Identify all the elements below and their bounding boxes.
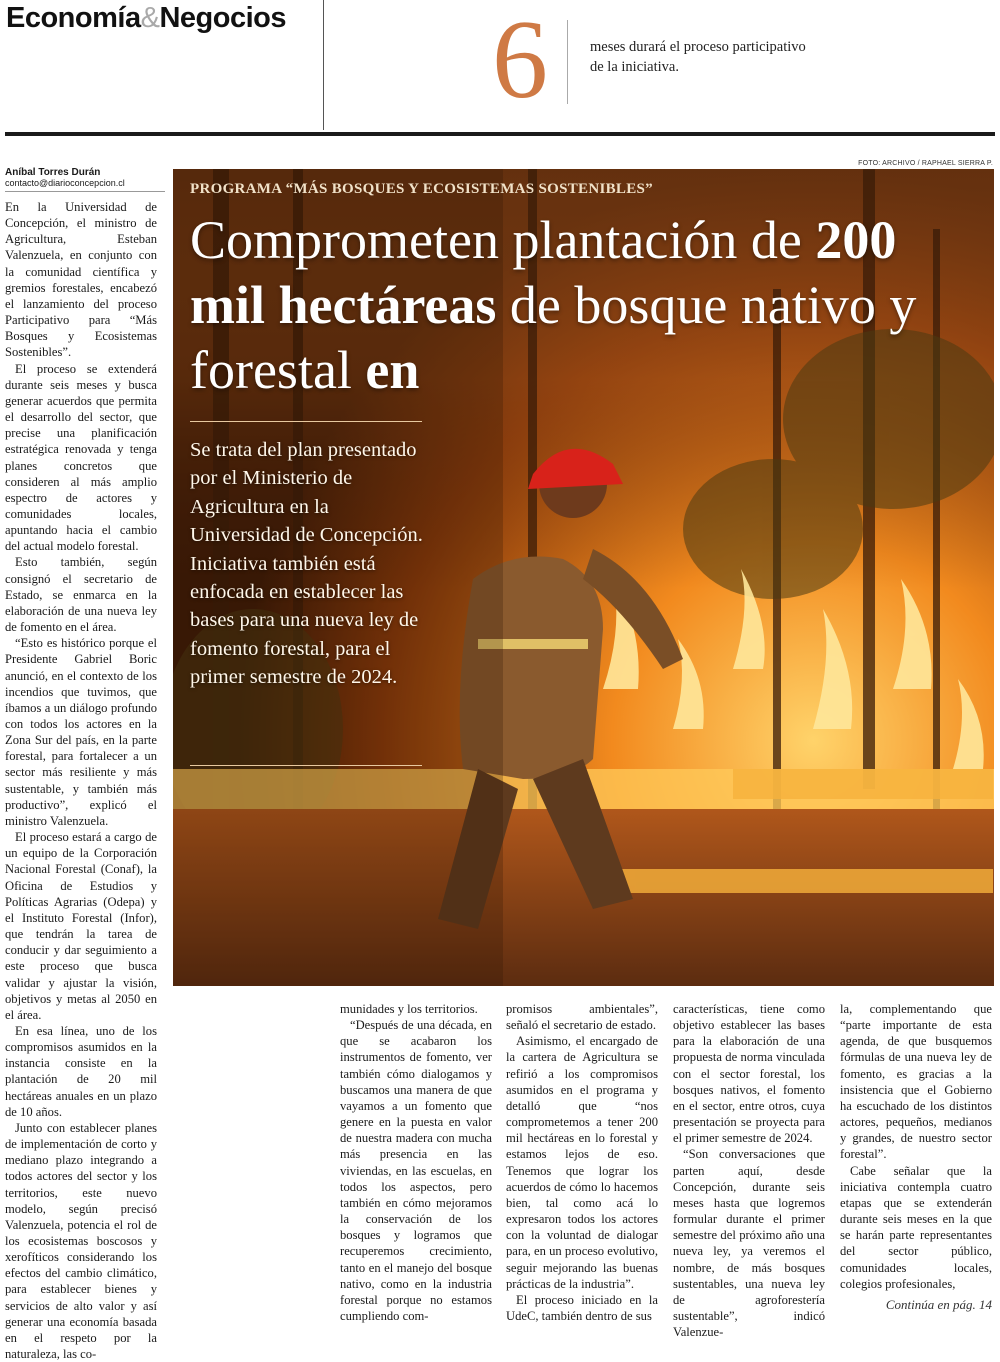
byline [5, 167, 165, 192]
big-number-caption: meses durará el proceso participativo de la iniciativa. [590, 39, 806, 75]
divider [567, 20, 568, 104]
paragraph: “Después de una década, en que se acabaron los instrumentos de fomento, ver también cómo dialogamos y buscamos una manera de que vayamos a un fomento que genere en la puesta en valor de nuestra madera con mucha más presencia en las viviendas, en las escuelas, en todos los aspectos, pero también en cómo mejoramos la conservación de los bosques y logramos que recuperemos crecimiento, tanto en el manejo del bosque nativo, como en la industria forestal porque no estamos cumpliendo com- [340, 1018, 492, 1323]
article-column-2 [340, 1001, 492, 1324]
paragraph: El proceso se extenderá durante seis meses y busca generar acuerdos que permita el desarrollo del sector, que precise una planificación estratégica renovada y tenga planes concretos que consideren al más amplio espectro de actores y comunidades locales, apuntando hacia el cambio del actual modelo forestal. [5, 361, 157, 554]
paragraph: Junto con establecer planes de implementación de corto y mediano plazo integrando a todos actores del sector y los territorios, este nuevo modelo, según precisó Valenzuela, potencia el rol de los ecosistemas boscosos y xerofíticos considerando los efectos del cambio climático, para establecer bienes y servicios de alto valor y así generar una economía basada en el respeto por la naturaleza, las co- [5, 1120, 157, 1362]
headline: Comprometen plantación de 200 mil hectáreas de bosque nativo y forestal en [190, 210, 917, 400]
section-title: Economía&Negocios [6, 2, 286, 34]
paragraph: El proceso iniciado en la UdeC, también dentro de sus [506, 1292, 658, 1323]
paragraph: promisos ambientales”, señaló el secretario de estado. [506, 1002, 658, 1033]
paragraph: Esto también, según consignó el secretario de Estado, se enmarca en la elaboración de una nueva ley de fomento en el área. [5, 555, 157, 635]
paragraph: la, complementando que “parte importante de esta agenda, de que busquemos fórmulas de una nueva ley de fomento, es gracias a la insistencia que el Gobierno ha escuchado de los distintos actores, pequeños, medianos y grandes, de nuestro sector forestal”. [840, 1002, 992, 1162]
paragraph: munidades y los territorios. [340, 1002, 478, 1016]
article-column-1 [5, 199, 157, 1362]
paragraph: “Esto es histórico porque el Presidente Gabriel Boric anunció, en el contexto de los incendios que tuvimos, que íbamos a un diálogo profundo con todos los actores en la Zona Sur del país, en la parte forestal, para fortalecer a un sector más resiliente y más sustentable, y también más productivo”, explicó el ministro Valenzuela. [5, 636, 157, 828]
deck: Se trata del plan presentado por el Ministerio de Agricultura en la Universidad de Concepción. Iniciativa también está enfocada en establecer las bases para una nueva ley de fomento forestal, para el primer semestre de 2024. [190, 439, 423, 689]
divider [190, 421, 422, 422]
article-column-3 [506, 1001, 658, 1324]
paragraph: En esa línea, uno de los compromisos asumidos en la instancia consiste en la plantación de 20 mil hectáreas anuales en un plazo de 10 años. [5, 1023, 157, 1119]
divider [190, 765, 422, 766]
header-rule [5, 132, 995, 136]
paragraph: El proceso estará a cargo de un equipo de la Corporación Nacional Forestal (Conaf), la Oficina de Estudios y Políticas Agrarias (Odepa) y el Instituto Forestal (Infor), que tendrán la tarea de conducir y dar seguimiento a este proceso que busca validar y ajustar la visión, objetivos y metas al 2050 en el área. [5, 830, 157, 1022]
big-number: 6 [492, 0, 548, 122]
paragraph: En la Universidad de Concepción, el ministro de Agricultura, Esteban Valenzuela, en conjunto con la comunidad científica y gremios forestales, encabezó el lanzamiento del proceso Participativo para “Más Bosques y Ecosistemas Sostenibles”. [5, 200, 157, 360]
divider [323, 0, 324, 130]
paragraph: Asimismo, el encargado de la cartera de Agricultura se refirió a los compromisos asumidos en el programa y detalló que “nos comprometemos a tener 200 mil hectáreas en lo forestal y estamos lejos de eso. Tenemos que lograr los acuerdos de cómo lo hacemos bien, tal como acá lo expresaron todos los actores con la voluntad de dialogar para, en un proceso evolutivo, seguir mejorando las buenas prácticas de la industria”. [506, 1034, 658, 1291]
masthead [0, 0, 1000, 136]
kicker: PROGRAMA “MÁS BOSQUES Y ECOSISTEMAS SOSTENIBLES” [190, 181, 653, 197]
photo-credit: FOTO: ARCHIVO / RAPHAEL SIERRA P. [858, 160, 993, 167]
paragraph: Cabe señalar que la iniciativa contempla cuatro etapas que se extenderán durante seis meses en la que se harán parte representantes del sector público, comunidades locales, colegios profesionales, [840, 1163, 992, 1291]
continued-on-page[interactable]: Continúa en pág. 14 [885, 1297, 992, 1312]
article-column-4 [673, 1001, 825, 1340]
author-name: Aníbal Torres Durán [5, 167, 101, 178]
paragraph: “Son conversaciones que parten aquí, desde Concepción, durante seis meses hasta que logremos formular durante el primer semestre del próximo año una nueva ley, ya veremos el nombre, de más bosques sustentables, una nueva ley de agroforestería sustentable”, indicó Valenzue- [673, 1147, 825, 1340]
article-column-5 [840, 1001, 992, 1292]
paragraph: características, tiene como objetivo establecer las bases para la elaboración de una propuesta de norma vinculada con el sector forestal, los bosques nativos, el fomento en el sector, entre otros, cuya presentación se proyecta para el primer semestre de 2024. [673, 1002, 825, 1146]
author-email[interactable]: contacto@diarioconcepcion.cl [5, 178, 125, 188]
